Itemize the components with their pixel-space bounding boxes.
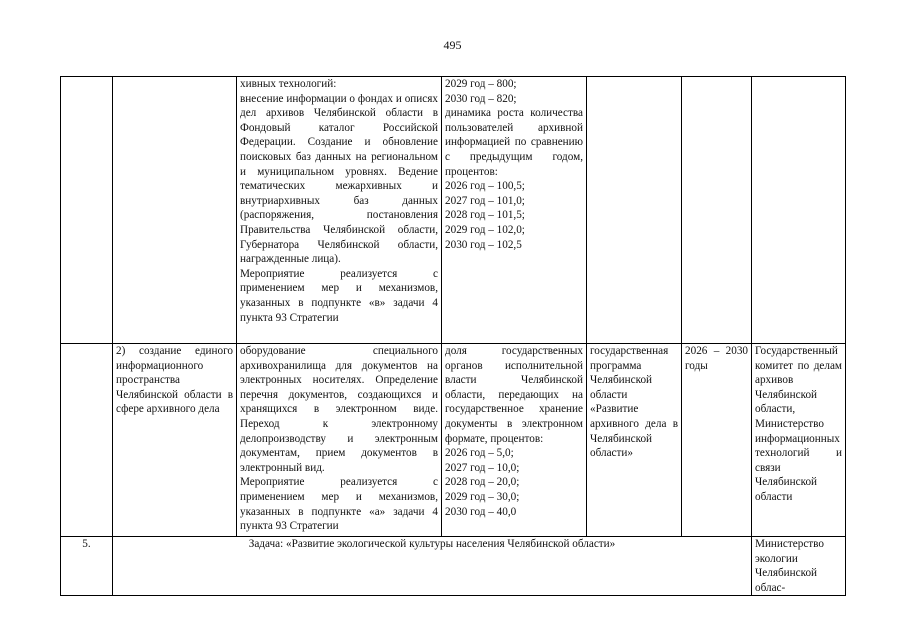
cell-number: 5. <box>61 537 113 596</box>
cell-responsible <box>752 77 846 344</box>
table-row <box>61 537 846 596</box>
task-heading: Задача: «Развитие экологической культуры населения Челябинской области» <box>113 537 752 596</box>
cell-indicators: 2029 год – 800; 2030 год – 820; динамика роста количества пользователей архивной информацией по сравнению с предыдущим годом, процентов: 2026 год – 100,5; 2027 год – 101,0; 2028 год – 101,5; 2029 год – 102,0; 2030 год – 102,5 <box>442 77 587 344</box>
cell-number <box>61 77 113 344</box>
cell-task <box>113 77 237 344</box>
cell-measures: хивных технологий: внесение информации о фондах и описях дел архивов Челябинской области в Фондовый каталог Российской Федерации. Создание и обновление поисковых баз данных на региональном и муниципальном уровнях. Ведение тематических межархивных и внутриархивных баз данных (распоряжения, постановления Правительства Челябинской области, Губернатора Челябинской области, награжденные лица). Мероприятие реализуется с применением мер и механизмов, указанных в подпункте «в» задачи 4 пункта 93 Стратегии <box>237 77 442 344</box>
table-row <box>61 344 846 537</box>
cell-indicators: доля государственных органов исполнительной власти Челябинской области, передающих на государственное хранение документы в электронном формате, процентов: 2026 год – 5,0; 2027 год – 10,0; 2028 год – 20,0; 2029 год – 30,0; 2030 год – 40,0 <box>442 344 587 537</box>
cell-period: 2026 – 2030 годы <box>682 344 752 537</box>
cell-task: 2) создание единого информационного пространства Челябинской области в сфере архивного дела <box>113 344 237 537</box>
cell-period <box>682 77 752 344</box>
page-number: 495 <box>443 38 462 52</box>
cell-program: государственная программа Челябинской области «Развитие архивного дела в Челябинской области» <box>587 344 682 537</box>
cell-measures: оборудование специального архивохранилища для документов на электронных носителях. Определение перечня документов, создающихся и хранящихся в электронном виде. Переход к электронному делопроизводству и электронным документам, прием документов в электронный вид. Мероприятие реализуется с применением мер и механизмов, указанных в подпункте «а» задачи 4 пункта 93 Стратегии <box>237 344 442 537</box>
table-row <box>61 77 846 344</box>
cell-program <box>587 77 682 344</box>
cell-responsible: Государственный комитет по делам архивов Челябинской области, Министерство информационных технологий и связи Челябинской области <box>752 344 846 537</box>
cell-responsible: Министерство экологии Челябинской облас- <box>752 537 846 596</box>
cell-number <box>61 344 113 537</box>
strategy-table <box>60 76 846 596</box>
